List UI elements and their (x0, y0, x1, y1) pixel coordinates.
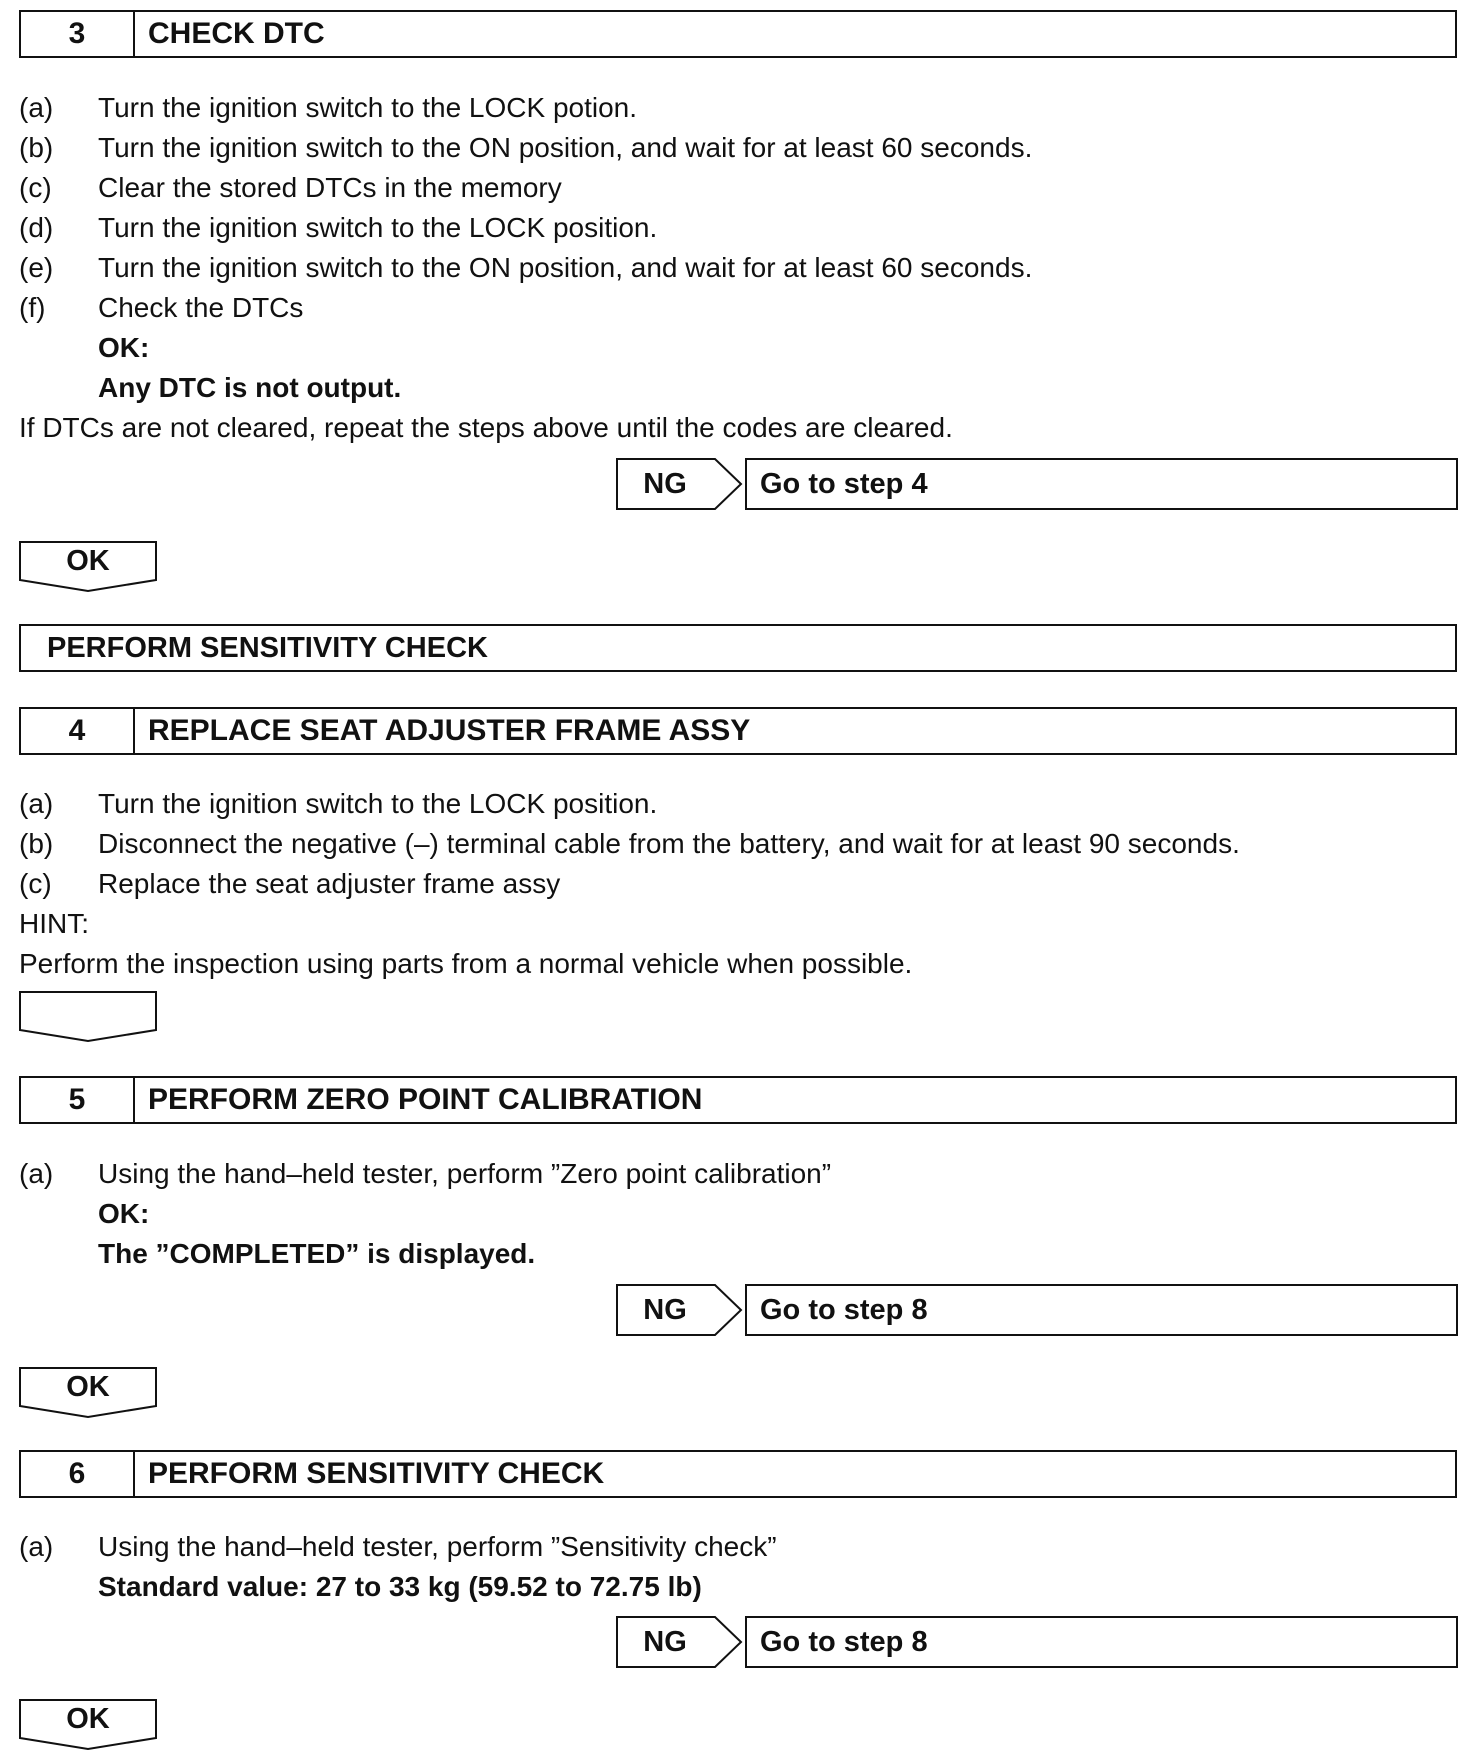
ng-label: NG (643, 1293, 687, 1326)
ng-branch[interactable] (616, 1616, 1458, 1668)
hint-text: Perform the inspection using parts from a normal vehicle when possible. (19, 948, 913, 979)
step-number: 5 (21, 1078, 135, 1122)
step-title: PERFORM ZERO POINT CALIBRATION (148, 1083, 703, 1116)
instruction-line: (f) Check the DTCs (19, 292, 304, 323)
ng-label: NG (643, 467, 687, 500)
instruction-line: (b) Turn the ignition switch to the ON position, and wait for at least 60 seconds. (19, 132, 1033, 163)
ng-branch[interactable] (616, 1284, 1458, 1336)
ok-heading: OK: (98, 332, 150, 363)
ok-label: OK (66, 1370, 110, 1403)
instruction-line: (e) Turn the ignition switch to the ON position, and wait for at least 60 seconds. (19, 252, 1033, 283)
ok-branch[interactable] (19, 1367, 157, 1419)
step-number: 6 (21, 1452, 135, 1496)
ok-criteria: The ”COMPLETED” is displayed. (98, 1238, 536, 1269)
section-3-header (19, 10, 1457, 58)
ok-criteria: Any DTC is not output. (98, 372, 402, 403)
instruction-line: (c) Clear the stored DTCs in the memory (19, 172, 562, 203)
ng-branch[interactable] (616, 458, 1458, 510)
section-6-header (19, 1450, 1457, 1498)
ok-label: OK (66, 544, 110, 577)
step-number: 3 (21, 12, 135, 56)
ok-branch[interactable] (19, 541, 157, 593)
section-4-header (19, 707, 1457, 755)
note-text: If DTCs are not cleared, repeat the steps above until the codes are cleared. (19, 412, 953, 443)
ok-branch[interactable] (19, 1699, 157, 1751)
go-to-step-link[interactable]: Go to step 8 (745, 1616, 1458, 1668)
continue-branch[interactable] (19, 991, 157, 1043)
box-title: PERFORM SENSITIVITY CHECK (47, 631, 488, 664)
hint-label: HINT: (19, 908, 89, 939)
down-arrow-box-icon (19, 991, 157, 1043)
standard-value: Standard value: 27 to 33 kg (59.52 to 72.75 lb) (98, 1571, 702, 1602)
go-to-step-link[interactable]: Go to step 8 (745, 1284, 1458, 1336)
step-title: PERFORM SENSITIVITY CHECK (148, 1457, 605, 1490)
instruction-line: (a) Using the hand–held tester, perform ”Zero point calibration” (19, 1158, 832, 1189)
ok-label: OK (66, 1702, 110, 1735)
instruction-line: (a) Turn the ignition switch to the LOCK position. (19, 788, 658, 819)
ok-heading: OK: (98, 1198, 150, 1229)
instruction-line: (a) Using the hand–held tester, perform ”Sensitivity check” (19, 1531, 777, 1562)
instruction-line: (d) Turn the ignition switch to the LOCK position. (19, 212, 658, 243)
instruction-line: (a) Turn the ignition switch to the LOCK potion. (19, 92, 638, 123)
step-title: REPLACE SEAT ADJUSTER FRAME ASSY (148, 714, 751, 747)
instruction-line: (b) Disconnect the negative (–) terminal cable from the battery, and wait for at least 90 seconds. (19, 828, 1240, 859)
perform-sensitivity-box (19, 624, 1457, 672)
step-number: 4 (21, 709, 135, 753)
ng-label: NG (643, 1625, 687, 1658)
go-to-step-link[interactable]: Go to step 4 (745, 458, 1458, 510)
step-title: CHECK DTC (148, 17, 325, 50)
instruction-line: (c) Replace the seat adjuster frame assy (19, 868, 561, 899)
section-5-header (19, 1076, 1457, 1124)
